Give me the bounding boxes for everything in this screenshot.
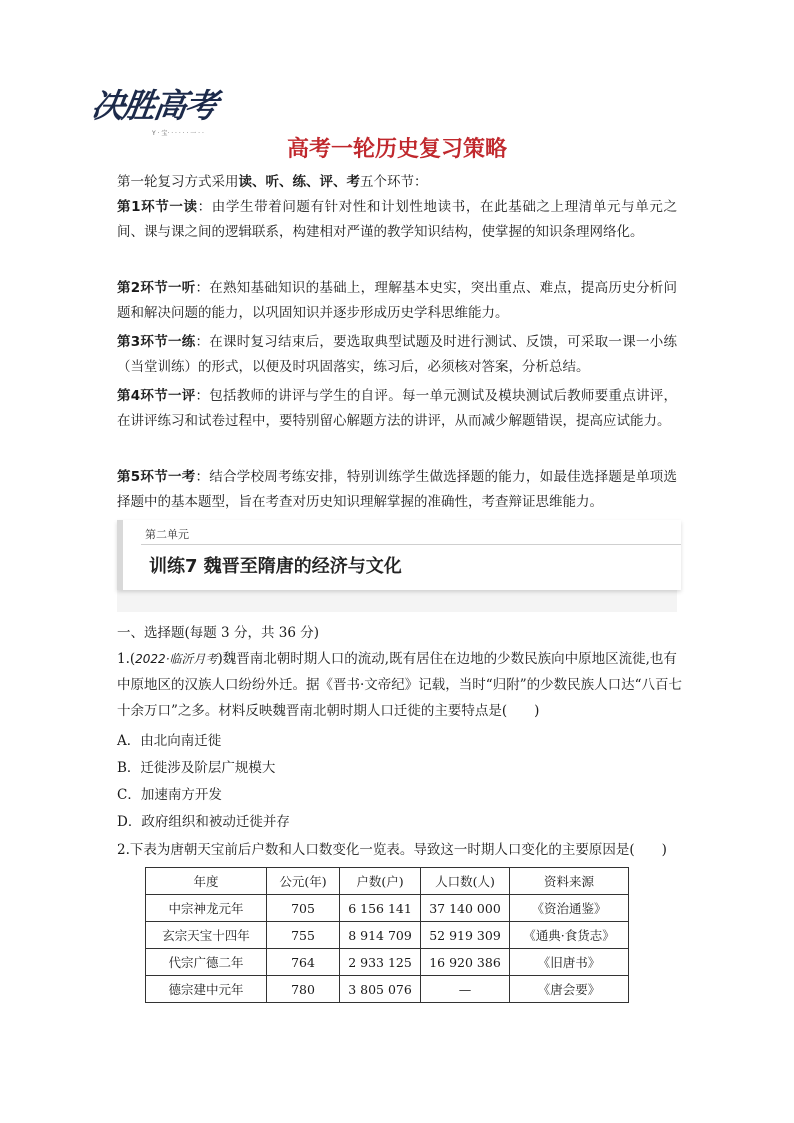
intro-lead-pre: 第一轮复习方式采用 [117,174,239,190]
step-label: 第5环节一考 [117,469,196,485]
table-cell: 705 [267,895,340,922]
table-header-cell: 资料来源 [510,868,629,895]
q1-option-a: A．由北向南迁徙 [117,733,222,749]
table-cell: 37 140 000 [421,895,510,922]
table-header-cell: 人口数(人) [421,868,510,895]
table-cell: 8 914 709 [340,922,421,949]
table-cell: 中宗神龙元年 [146,895,267,922]
step-label: 第3环节一练 [117,334,196,350]
table-cell: 玄宗天宝十四年 [146,922,267,949]
table-cell: 52 919 309 [421,922,510,949]
step-3 [117,330,677,380]
table-header-cell: 年度 [146,868,267,895]
unit-banner [117,520,677,612]
unit-divider [141,544,681,545]
q1-option-b: B．迁徙涉及阶层广规模大 [117,760,276,776]
step-text: ：在熟知基础知识的基础上，理解基本史实，突出重点、难点，提高历史分析问题和解决问题的能力，以巩固知识并逐步形成历史学科思维能力。 [117,280,677,321]
step-1 [117,195,677,245]
table-cell: 《通典·食货志》 [510,922,629,949]
intro-lead-bold: 读、听、练、评、考 [238,174,360,190]
table-row [146,976,629,1003]
step-text: ：包括教师的讲评与学生的自评。每一单元测试及模块测试后教师要重点讲评，在讲评练习和试卷过程中，要特别留心解题方法的讲评，从而减少解题错误，提高应试能力。 [117,388,677,429]
table-header-row [146,868,629,895]
intro-lead-post: 五个环节： [360,174,428,190]
q1-source: 2022·临沂月考 [135,652,218,666]
section-heading: 一、选择题(每题 3 分，共 36 分) [117,625,319,641]
table-cell: 780 [267,976,340,1003]
table-cell: 代宗广德二年 [146,949,267,976]
table-cell: 《唐会要》 [510,976,629,1003]
q1-stem-text: )魏晋南北朝时期人口的流动,既有居住在边地的少数民族向中原地区流徙,也有中原地区的汉族人口纷纷外迁。据《晋书·文帝纪》记载，当时“归附”的少数民族人口达“八百七十余万口”之多。材料反映魏晋南北朝时期人口迁徙的主要特点是( ) [117,651,682,719]
q1-option-c: C．加速南方开发 [117,787,222,803]
table-header-cell: 公元(年) [267,868,340,895]
page-title: 高考一轮历史复习策略 [286,137,507,162]
question-2-stem: 2.下表为唐朝天宝前后户数和人口数变化一览表。导致这一时期人口变化的主要原因是( ) [117,842,667,858]
step-5 [117,465,677,515]
q1-option-d: D．政府组织和被动迁徙并存 [117,814,290,830]
step-text: ：结合学校周考练安排，特别训练学生做选择题的能力，如最佳选择题是单项选择题中的基本题型，旨在考查对历史知识理解掌握的准确性，考查辩证思维能力。 [117,469,677,510]
q1-num: 1.( [117,651,136,667]
logo-subtext: Y · 宝· · · · · · 一 · · [152,130,204,137]
table-cell: 2 933 125 [340,949,421,976]
unit-label: 第二单元 [145,528,189,541]
table-cell: 德宗建中元年 [146,976,267,1003]
table-row [146,922,629,949]
table-cell: 16 920 386 [421,949,510,976]
step-text: ：在课时复习结束后，要选取典型试题及时进行测试、反馈，可采取一课一小练（当堂训练）的形式，以便及时巩固落实，练习后，必须核对答案，分析总结。 [117,334,677,375]
table-cell: 764 [267,949,340,976]
table-cell: 《旧唐书》 [510,949,629,976]
unit-title: 训练7 魏晋至隋唐的经济与文化 [149,556,402,577]
step-4 [117,384,677,434]
logo-text: 决胜高考 [88,86,219,125]
step-text: ：由学生带着问题有针对性和计划性地读书，在此基础之上理清单元与单元之间、课与课之间的逻辑联系，构建相对严谨的教学知识结构，使掌握的知识条理网络化。 [117,199,677,240]
table-cell: 《资治通鉴》 [510,895,629,922]
unit-banner-card [117,520,681,590]
population-table [145,867,629,1003]
intro-paragraph [117,170,677,195]
step-label: 第4环节一评 [117,388,196,404]
step-label: 第2环节一听 [117,280,196,296]
table-cell: — [421,976,510,1003]
table-cell: 755 [267,922,340,949]
table-row [146,949,629,976]
step-2 [117,276,677,326]
table-cell: 3 805 076 [340,976,421,1003]
table-row [146,895,629,922]
question-1-stem [117,646,682,724]
step-label: 第1环节一读 [117,199,198,215]
table-header-cell: 户数(户) [340,868,421,895]
table-cell: 6 156 141 [340,895,421,922]
